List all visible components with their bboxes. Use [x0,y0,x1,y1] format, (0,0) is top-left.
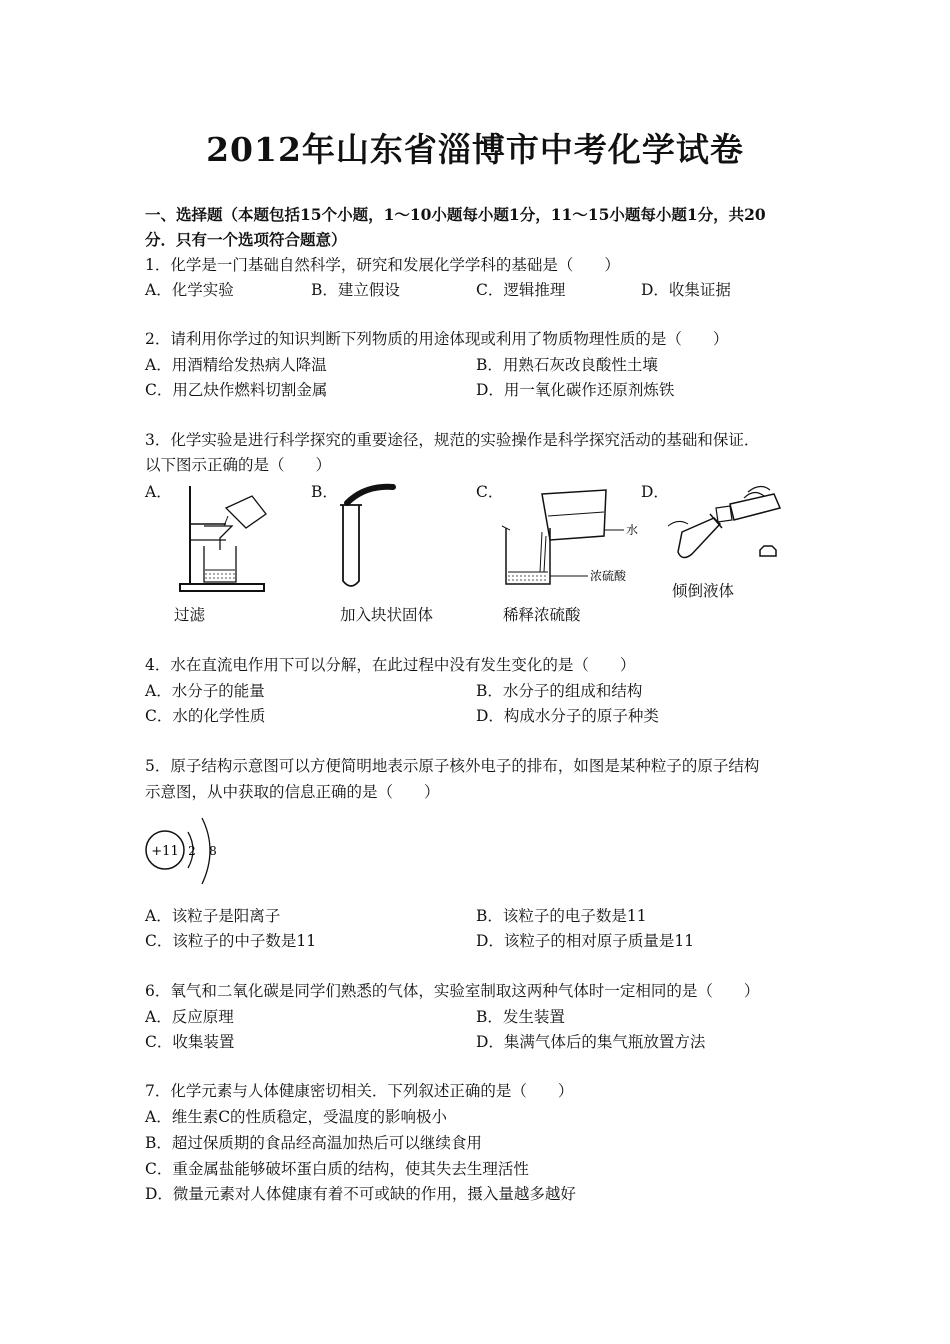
q7-option-d[interactable]: D．微量元素对人体健康有着不可或缺的作用，摄入量越多越好 [145,1185,576,1203]
nucleus-label: +11 [151,844,179,859]
q7-option-b[interactable]: B．超过保质期的食品经高温加热后可以继续食用 [145,1134,482,1152]
q3-caption-c: 稀释浓硫酸 [503,606,581,624]
q3-stem-cont: 以下图示正确的是（ ） [145,456,332,474]
q3-option-c[interactable]: C． [476,483,504,501]
atom-structure-diagram [140,808,230,898]
q5-option-b[interactable]: B．该粒子的电子数是11 [476,907,647,925]
shell1-electrons: 2 [188,844,196,858]
q6-option-b[interactable]: B．发生装置 [476,1008,565,1026]
q4-option-c[interactable]: C．水的化学性质 [145,707,266,725]
page-title: 2012年山东省淄博市中考化学试卷 [206,130,744,169]
q3-option-d[interactable]: D． [641,483,669,501]
q5-stem-cont: 示意图，从中获取的信息正确的是（ ） [145,783,440,801]
q2-option-a[interactable]: A．用酒精给发热病人降温 [145,356,327,374]
q3-stem: 3．化学实验是进行科学探究的重要途径，规范的实验操作是科学探究活动的基础和保证． [145,431,760,449]
q4-stem: 4．水在直流电作用下可以分解，在此过程中没有发生变化的是（ ） [145,656,636,674]
q3-caption-a: 过滤 [174,606,206,624]
q3-caption-d: 倾倒液体 [672,582,735,600]
q4-option-a[interactable]: A．水分子的能量 [145,682,265,700]
q7-option-a[interactable]: A．维生素C的性质稳定，受温度的影响极小 [145,1108,448,1126]
q2-option-c[interactable]: C．用乙炔作燃料切割金属 [145,381,328,399]
q2-stem: 2．请利用你学过的知识判断下列物质的用途体现或利用了物质物理性质的是（ ） [145,330,729,348]
filtration-figure [168,478,278,598]
q4-option-d[interactable]: D．构成水分子的原子种类 [476,707,659,725]
q6-option-d[interactable]: D．集满气体后的集气瓶放置方法 [476,1033,706,1051]
q5-option-c[interactable]: C．该粒子的中子数是11 [145,932,317,950]
water-label: 水 [626,523,639,537]
q3-option-b[interactable]: B． [311,483,338,501]
dilution-figure [500,486,660,590]
pouring-figure [664,478,794,574]
q1-option-d[interactable]: D．收集证据 [641,281,731,299]
q5-option-d[interactable]: D．该粒子的相对原子质量是11 [476,932,695,950]
q4-option-b[interactable]: B．水分子的组成和结构 [476,682,643,700]
q7-stem: 7．化学元素与人体健康密切相关．下列叙述正确的是（ ） [145,1082,574,1100]
q2-option-b[interactable]: B．用熟石灰改良酸性土壤 [476,356,658,374]
q1-option-a[interactable]: A．化学实验 [145,281,234,299]
q5-stem: 5．原子结构示意图可以方便简明地表示原子核外电子的排布，如图是某种粒子的原子结构 [145,757,760,775]
q7-option-c[interactable]: C．重金属盐能够破坏蛋白质的结构，使其失去生理活性 [145,1160,529,1178]
q3-caption-b: 加入块状固体 [340,606,434,624]
q1-option-c[interactable]: C．逻辑推理 [476,281,566,299]
q6-option-c[interactable]: C．收集装置 [145,1033,235,1051]
q1-stem: 1．化学是一门基础自然科学，研究和发展化学学科的基础是（ ） [145,256,620,274]
shell2-electrons: 8 [209,844,217,858]
test-tube-figure [335,483,415,593]
q2-option-d[interactable]: D．用一氧化碳作还原剂炼铁 [476,381,675,399]
q1-option-b[interactable]: B．建立假设 [311,281,400,299]
q3-option-a[interactable]: A． [145,483,172,501]
q6-stem: 6．氧气和二氧化碳是同学们熟悉的气体，实验室制取这两种气体时一定相同的是（ ） [145,982,760,1000]
q6-option-a[interactable]: A．反应原理 [145,1008,234,1026]
section-heading: 一、选择题（本题包括15个小题，1～10小题每小题1分，11～15小题每小题1分，共20 [145,205,766,224]
section-heading-cont: 分．只有一个选项符合题意） [145,230,347,249]
q5-option-a[interactable]: A．该粒子是阳离子 [145,907,281,925]
acid-label: 浓硫酸 [590,569,627,583]
